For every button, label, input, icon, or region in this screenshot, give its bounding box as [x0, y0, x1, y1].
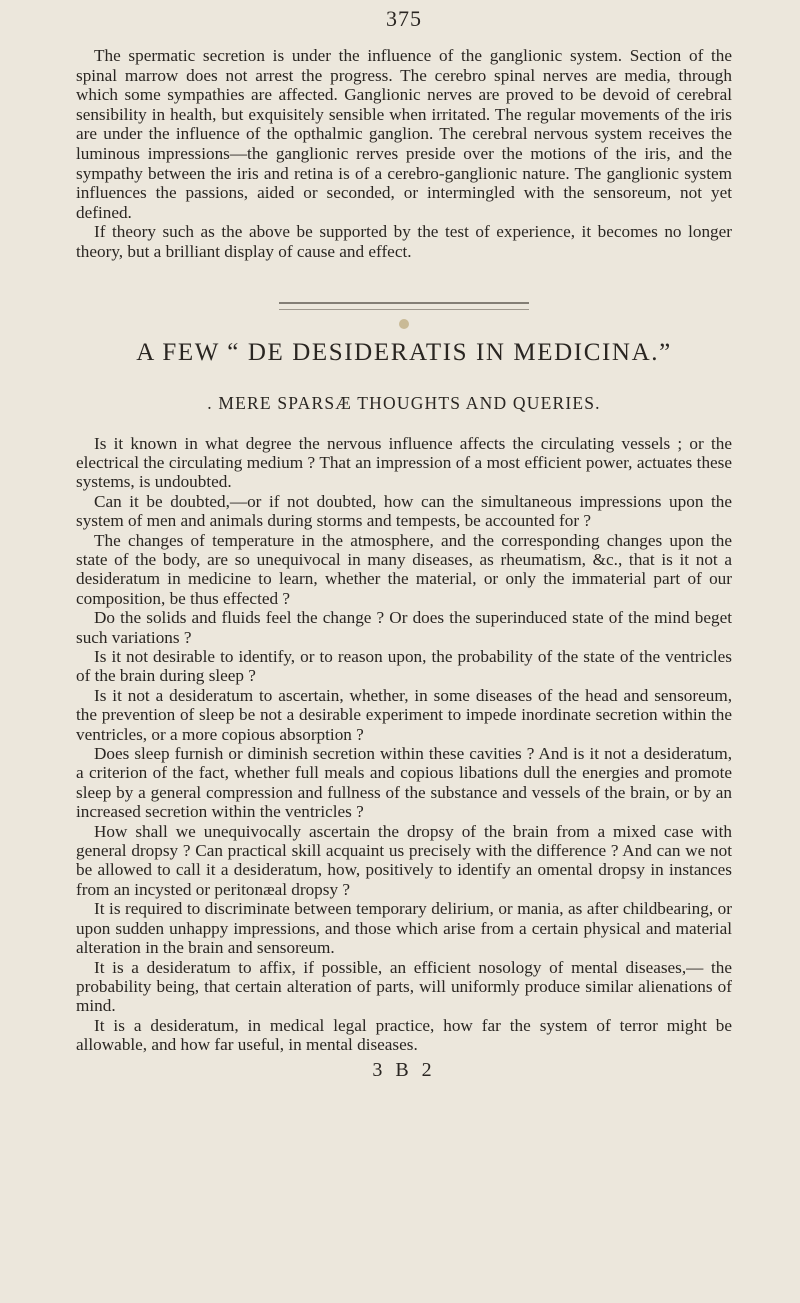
section-subtitle: . MERE SPARSÆ THOUGHTS AND QUERIES.	[207, 392, 601, 413]
section-title: A FEW “ DE DESIDERATIS IN MEDICINA.”	[136, 338, 672, 366]
paragraph-theory: If theory such as the above be supported by the test of experience, it becomes no longer theory, but a brilliant display of cause and effect.	[76, 222, 732, 261]
signature-mark: 3 B 2	[372, 1058, 436, 1081]
query-paragraph: Is it known in what degree the nervous influence affects the circulating vessels ; or the electrical the circulating medium ? That an impression of a most efficient power, actuates these systems, is undoubted.	[76, 433, 732, 492]
query-paragraph: The changes of temperature in the atmosphere, and the corresponding changes upon the state of the body, are so unequivocal in many diseases, as rheumatism, &c., that is it not a desideratum in medicine to learn, whether the material, or only the immaterial part of our composition, be thus effected ?	[76, 530, 732, 608]
section-divider	[279, 302, 529, 310]
query-paragraph: Does sleep furnish or diminish secretion within these cavities ? And is it not a desideratum, a criterion of the fact, whether full meals and copious libations dull the energies and promote sleep by a general compression and fullness of the substance and vessels of the brain, or by an increased secretion within the ventricles ?	[76, 744, 732, 822]
query-paragraph: It is a desideratum, in medical legal practice, how far the system of terror might be allowable, and how far useful, in mental diseases.	[76, 1015, 732, 1055]
query-paragraph: Can it be doubted,—or if not doubted, how can the simultaneous impressions upon the system of men and animals during storms and tempests, be accounted for ?	[76, 491, 732, 531]
page-number: 375	[386, 6, 422, 31]
query-paragraph: It is required to discriminate between temporary delirium, or mania, as after childbearing, or upon sudden unhappy impressions, and those which arise from a certain physical and material alteration in the brain and sensoreum.	[76, 899, 732, 958]
query-paragraph: Is it not desirable to identify, or to reason upon, the probability of the state of the ventricles of the brain during sleep ?	[76, 647, 732, 686]
query-paragraph: Is it not a desideratum to ascertain, whether, in some diseases of the head and sensoreum, the prevention of sleep be not a desirable experiment to impede inordinate secretion within the ventricles, or a more copious absorption ?	[76, 685, 732, 744]
paragraph-spermatic-secretion: The spermatic secretion is under the influence of the ganglionic system. Section of the spinal marrow does not arrest the progress. The cerebro spinal nerves are media, through which some sympathies are affected. Ganglionic nerves are proved to be devoid of cerebral sensibility in health, but exquisitely sensible when irritated. The regular movements of the iris are under the influence of the opthalmic ganglion. The cerebral nervous system receives the luminous impressions—the ganglionic rerves preside over the motions of the iris, and the sympathy between the iris and retina is of a cerebro-ganglionic nature. The ganglionic system influences the passions, aided or seconded, or intermingled with the sensoreum, not yet defined.	[76, 46, 732, 222]
query-paragraph: How shall we unequivocally ascertain the dropsy of the brain from a mixed case with general dropsy ? Can practical skill acquaint us precisely with the difference ? And can we not be allowed to call it a desideratum, how, positively to identify an omental dropsy in instances from an incysted or peritonæal dropsy ?	[76, 821, 732, 899]
query-paragraph: Do the solids and fluids feel the change ? Or does the superinduced state of the mind beget such variations ?	[76, 608, 732, 647]
query-paragraph: It is a desideratum to affix, if possible, an efficient nosology of mental diseases,— the probability being, that certain alteration of parts, will uniformly produce similar alienations of mind.	[76, 957, 732, 1016]
ornament-dot	[399, 319, 409, 329]
